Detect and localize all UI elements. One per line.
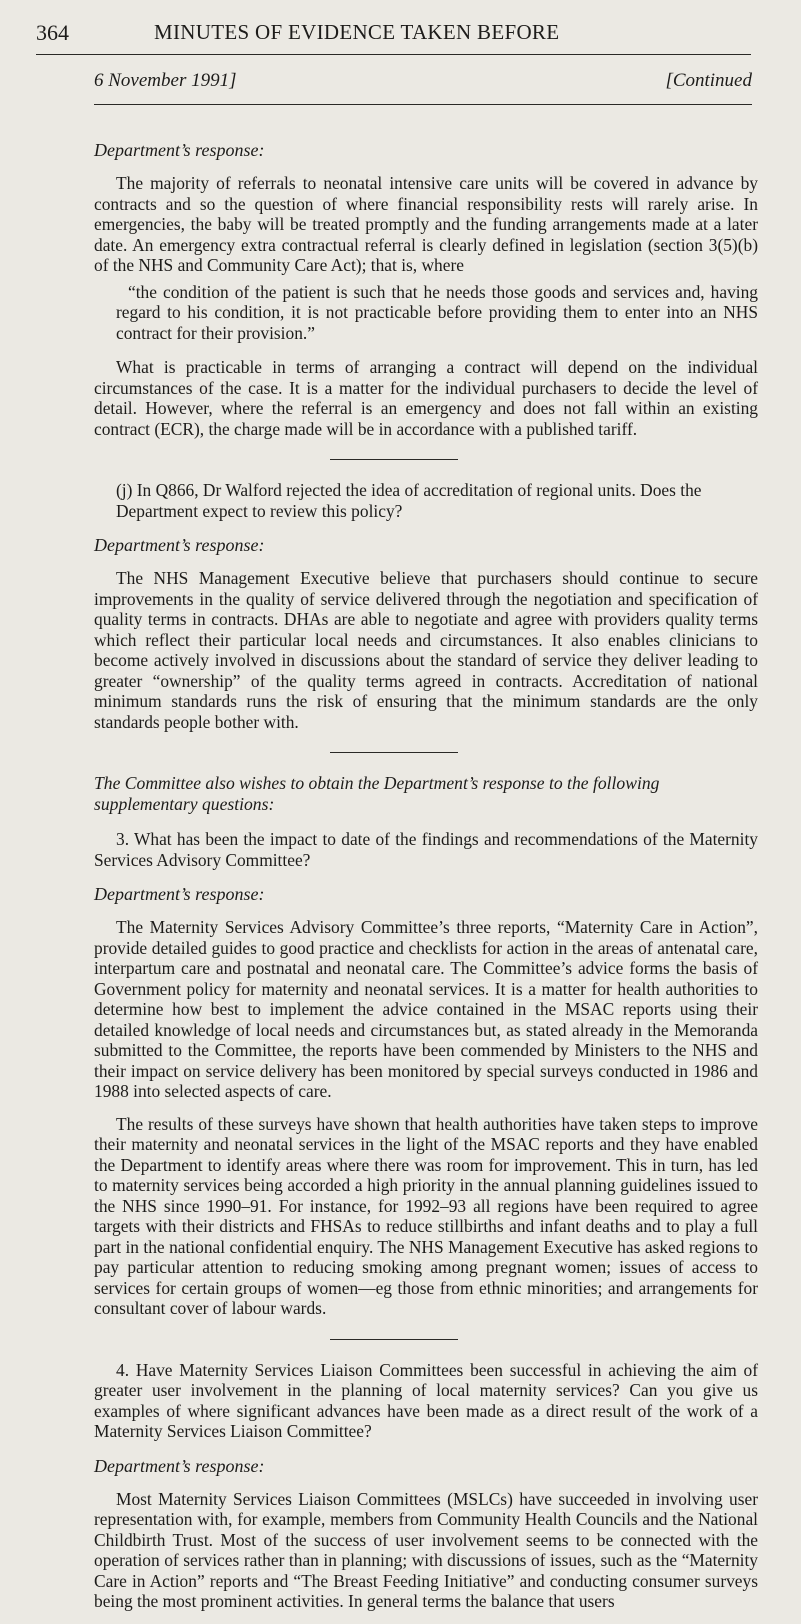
date-line <box>94 70 752 92</box>
question-4: 4. Have Maternity Services Liaison Committees been successful in achieving the aim of greater user involvement in the planning of local maternity services? Can you give us examples of where significant advances have been made as a direct result of the work of a Maternity Services Liaison Committee? <box>94 1359 758 1441</box>
running-head <box>36 20 751 46</box>
paragraph: The majority of referrals to neonatal intensive care units will be covered in advance by contracts and so the question of where financial responsibility rests will rarely arise. In emergencies, the baby will be treated promptly and the funding arrangements made at a later date. An emergency extra contractual referral is clearly defined in legislation (section 3(5)(b) of the NHS and Community Care Act); that is, where <box>94 173 758 275</box>
paragraph: The results of these surveys have shown that health authorities have taken steps to improve their maternity and neonatal services in the light of the MSAC reports and they have enabled the Department to identify areas where there was room for improvement. This in turn, has led to maternity services being accorded a high priority in the annual planning guidelines issued to the NHS since 1990–91. For instance, for 1992–93 all regions have been required to agree targets with their districts and FHSAs to reduce stillbirths and infant deaths and to play a full part in the national confidential enquiry. The NHS Management Executive has asked regions to pay particular attention to reducing smoking among pregnant women; issues of access to services for certain groups of women—eg those from ethnic minorities; and arrangements for consultant cover of labour wards. <box>94 1113 758 1318</box>
response-label: Department’s response: <box>94 535 265 555</box>
continued-label: [Continued <box>665 70 752 91</box>
committee-intro: The Committee also wishes to obtain the Department’s response to the following supplementary questions: <box>94 773 660 814</box>
section-separator <box>330 752 458 753</box>
page-number: 364 <box>36 20 69 45</box>
question-3: 3. What has been the impact to date of the findings and recommendations of the Maternity Services Advisory Committee? <box>94 829 758 870</box>
section-separator <box>330 459 458 460</box>
response-label: Department’s response: <box>94 884 265 904</box>
paragraph: Most Maternity Services Liaison Committees (MSLCs) have succeeded in involving user representation with, for example, members from Community Health Councils and the National Childbirth Trust. Most of the success of user involvement seems to be connected with the operation of services rather than in planning; with discussions of issues, such as the “Maternity Care in Action” reports and “The Breast Feeding Initiative” and conducting consumer surveys being the most prominent activities. In general terms the balance that users <box>94 1488 758 1611</box>
document-body <box>94 126 758 1624</box>
date-rule <box>94 104 752 105</box>
paragraph: The NHS Management Executive believe that purchasers should continue to secure improvements in the quality of service delivered through the negotiation and specification of quality terms in contracts. DHAs are able to negotiate and agree with providers quality terms which reflect their particular local needs and circumstances. It also enables clinicians to become actively involved in discussions about the standard of service they deliver leading to greater “ownership” of the quality terms agreed in contracts. Accreditation of national minimum standards runs the risk of ensuring that the minimum standards are the only standards people bother with. <box>94 568 758 732</box>
response-label: Department’s response: <box>94 1455 265 1476</box>
header-rule <box>36 54 751 55</box>
section-separator <box>330 1339 458 1340</box>
legislation-quote: “the condition of the patient is such that he needs those goods and services and, having regard to his condition, it is not practicable before providing them to enter into an NHS contract for their provision.” <box>116 281 758 343</box>
response-label: Department’s response: <box>94 140 265 160</box>
question-j: (j) In Q866, Dr Walford rejected the idea of accreditation of regional units. Does the Department expect to review this policy? <box>116 480 702 521</box>
session-date: 6 November 1991] <box>94 70 237 91</box>
running-title: MINUTES OF EVIDENCE TAKEN BEFORE <box>154 20 560 44</box>
paragraph: The Maternity Services Advisory Committee’s three reports, “Maternity Care in Action”, provide detailed guides to good practice and checklists for action in the areas of antenatal care, interpartum care and postnatal and neonatal care. The Committee’s advice forms the basis of Government policy for maternity and neonatal services. It is a matter for health authorities to determine how best to implement the advice contained in the MSAC reports using their detailed knowledge of local needs and circumstances but, as stated already in the Memoranda submitted to the Committee, the reports have been commended by Ministers to the NHS and their impact on service delivery has been monitored by special surveys conducted in 1986 and 1988 into selected aspects of care. <box>94 917 758 1101</box>
paragraph: What is practicable in terms of arranging a contract will depend on the individual circumstances of the case. It is a matter for the individual purchasers to decide the level of detail. However, where the referral is an emergency and does not fall within an existing contract (ECR), the charge made will be in accordance with a published tariff. <box>94 357 758 439</box>
